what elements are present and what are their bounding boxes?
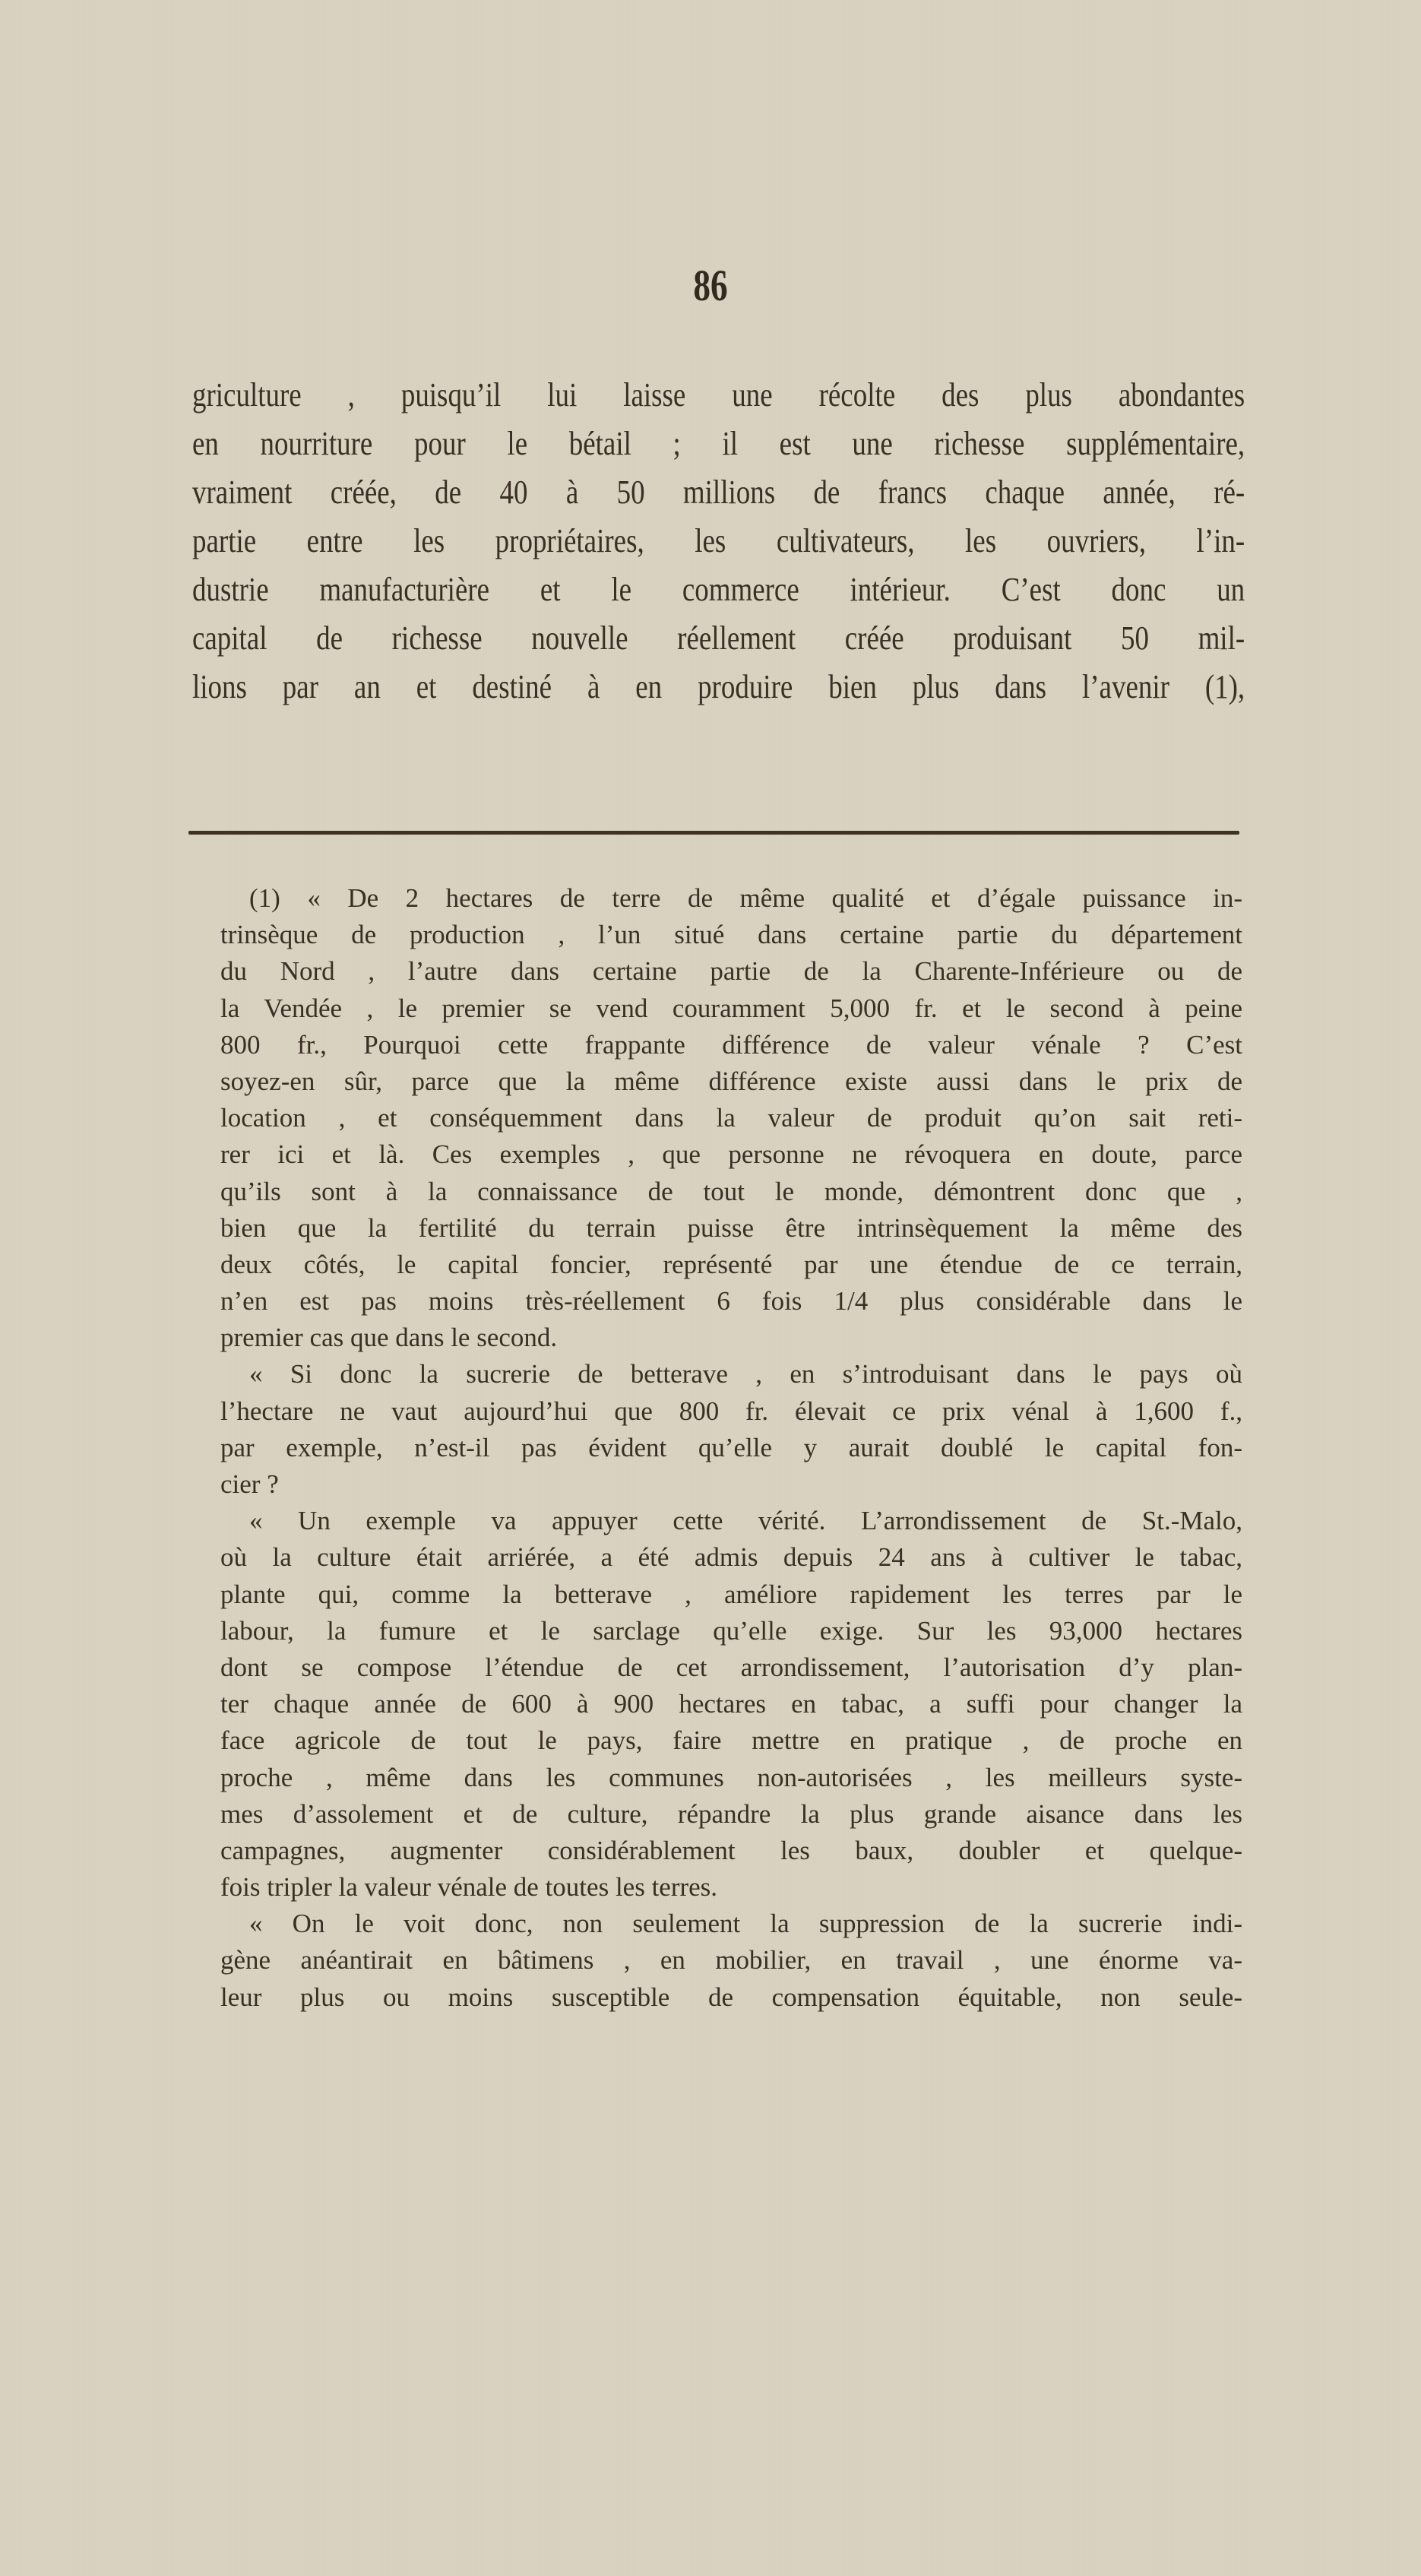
body-line: griculture , puisqu’il lui laisse une récolte des plus abondantes — [192, 376, 1245, 413]
body-line: dustrie manufacturière et le commerce intérieur. C’est donc un — [192, 571, 1245, 608]
footnote-line: fois tripler la valeur vénale de toutes les terres. — [220, 1872, 718, 1903]
page-number: 86 — [693, 261, 728, 310]
footnote-line: du Nord , l’autre dans certaine partie de la Charente-Inférieure ou de — [220, 956, 1242, 987]
footnote-line: par exemple, n’est-il pas évident qu’elle y aurait doublé le capital fon- — [220, 1432, 1242, 1462]
footnote-paragraph-4 — [220, 1906, 1242, 2016]
body-line: en nourriture pour le bétail ; il est une richesse supplémentaire, — [192, 425, 1245, 462]
footnote-line: plante qui, comme la betterave , améliore rapidement les terres par le — [220, 1579, 1242, 1609]
footnote-line: cier ? — [220, 1469, 279, 1499]
footnote-paragraph-2 — [220, 1356, 1242, 1503]
footnote-paragraph-1 — [220, 880, 1242, 1356]
footnote-line: face agricole de tout le pays, faire mettre en pratique , de proche en — [220, 1725, 1242, 1756]
footnote-line: mes d’assolement et de culture, répandre la plus grande aisance dans les — [220, 1798, 1242, 1829]
footnote-line: soyez-en sûr, parce que la même différence existe aussi dans le prix de — [220, 1066, 1242, 1096]
body-line: partie entre les propriétaires, les cultivateurs, les ouvriers, l’in- — [192, 522, 1245, 559]
footnote-line: location , et conséquemment dans la valeur de produit qu’on sait reti- — [220, 1103, 1242, 1133]
footnote-line: deux côtés, le capital foncier, représenté par une étendue de ce terrain, — [220, 1249, 1242, 1279]
footnote-line: dont se compose l’étendue de cet arrondissement, l’autorisation d’y plan- — [220, 1652, 1242, 1682]
footnote-line: bien que la fertilité du terrain puisse être intrinsèquement la même des — [220, 1212, 1242, 1243]
footnote-line: (1) « De 2 hectares de terre de même qualité et d’égale puissance in- — [249, 883, 1242, 913]
footnote-line: où la culture était arriérée, a été admis depuis 24 ans à cultiver le tabac, — [220, 1542, 1242, 1573]
footnote-line: n’en est pas moins très-réellement 6 fois 1/4 plus considérable dans le — [220, 1286, 1242, 1317]
footnote-paragraph-3 — [220, 1503, 1242, 1906]
footnote-line: 800 fr., Pourquoi cette frappante différence de valeur vénale ? C’est — [220, 1029, 1242, 1060]
footnote-line: l’hectare ne vaut aujourd’hui que 800 fr. élevait ce prix vénal à 1,600 f., — [220, 1396, 1242, 1426]
footnote-line: campagnes, augmenter considérablement les baux, doubler et quelque- — [220, 1835, 1242, 1865]
footnote-separator-rule — [188, 831, 1239, 835]
footnote-line: leur plus ou moins susceptible de compensation équitable, non seule- — [220, 1982, 1242, 2012]
footnote-line: proche , même dans les communes non-autorisées , les meilleurs syste- — [220, 1762, 1242, 1792]
footnote-line: la Vendée , le premier se vend couramment 5,000 fr. et le second à peine — [220, 993, 1242, 1023]
footnote — [220, 880, 1242, 2016]
footnote-line: « Un exemple va appuyer cette vérité. L’arrondissement de St.-Malo, — [249, 1506, 1242, 1536]
footnote-line: qu’ils sont à la connaissance de tout le monde, démontrent donc que , — [220, 1176, 1242, 1206]
footnote-line: « Si donc la sucrerie de betterave , en s’introduisant dans le pays où — [249, 1359, 1242, 1389]
footnote-line: labour, la fumure et le sarclage qu’elle exige. Sur les 93,000 hectares — [220, 1615, 1242, 1646]
footnote-line: « On le voit donc, non seulement la suppression de la sucrerie indi- — [249, 1909, 1242, 1939]
footnote-line: trinsèque de production , l’un situé dans certaine partie du département — [220, 920, 1242, 950]
footnote-line: gène anéantirait en bâtimens , en mobilier, en travail , une énorme va- — [220, 1945, 1242, 1976]
body-line: vraiment créée, de 40 à 50 millions de francs chaque année, ré- — [192, 474, 1245, 511]
footnote-line: rer ici et là. Ces exemples , que personne ne révoquera en doute, parce — [220, 1139, 1242, 1170]
footnote-line: ter chaque année de 600 à 900 hectares en tabac, a suffi pour changer la — [220, 1689, 1242, 1719]
body-line: capital de richesse nouvelle réellement créée produisant 50 mil- — [192, 619, 1245, 657]
body-line: lions par an et destiné à en produire bien plus dans l’avenir (1), — [192, 668, 1245, 705]
footnote-line: premier cas que dans le second. — [220, 1323, 558, 1353]
main-text — [192, 371, 1245, 711]
